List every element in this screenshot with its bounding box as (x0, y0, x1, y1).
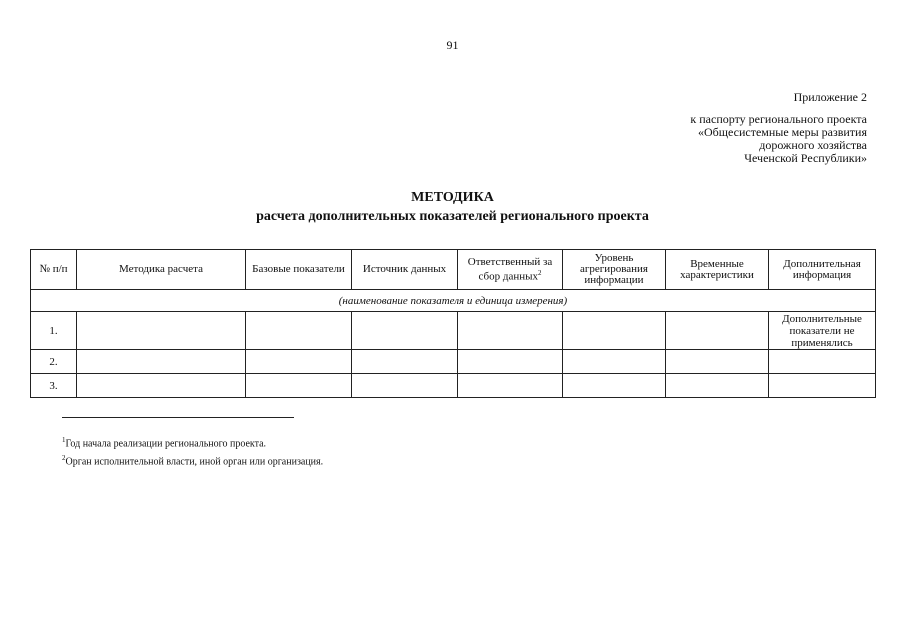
document-title: МЕТОДИКА (411, 190, 494, 205)
appendix-line: к паспорту регионального проекта (690, 112, 867, 126)
document-subtitle: расчета дополнительных показателей регионального проекта (256, 209, 649, 224)
footnote (62, 451, 323, 469)
footnotes (62, 433, 323, 470)
header-source: Источник данных (352, 250, 458, 290)
header-responsible (458, 250, 563, 290)
footnote-text: Орган исполнительной власти, иной орган или организация. (65, 456, 324, 468)
indicator-name-row (31, 290, 876, 312)
page-number: 91 (446, 38, 459, 52)
appendix-line: Чеченской Республики» (744, 151, 867, 165)
table-cell (77, 350, 246, 374)
table-cell (352, 374, 458, 398)
footnote-mark: 1 (62, 436, 66, 444)
indicator-name-cell: (наименование показателя и единица измерения) (31, 290, 876, 312)
table-cell (458, 350, 563, 374)
table-cell (246, 374, 352, 398)
header-number: № п/п (31, 250, 77, 290)
table-cell (563, 350, 666, 374)
extra-info-cell: Дополнительные показатели не применялись (769, 312, 876, 350)
table-row (31, 374, 876, 398)
table-cell (352, 312, 458, 350)
footnote-ref: 2 (538, 268, 542, 277)
footnote (62, 433, 323, 451)
appendix-line: «Общесистемные меры развития (697, 125, 867, 139)
table-cell (77, 312, 246, 350)
footnote-mark: 2 (62, 454, 66, 463)
table-cell (666, 374, 769, 398)
header-level: Уровень агрегирования информации (563, 250, 666, 290)
header-extra: Дополнительная информация (769, 250, 876, 290)
row-number: 1. (31, 312, 77, 350)
methodology-table (30, 249, 876, 398)
table-cell (666, 350, 769, 374)
table-row (31, 312, 876, 350)
row-number: 3. (31, 374, 77, 398)
footnote-separator (62, 417, 294, 418)
table-cell (666, 312, 769, 350)
appendix-title: Приложение 2 (793, 90, 867, 104)
table-cell (563, 374, 666, 398)
appendix-line: дорожного хозяйства (759, 138, 867, 152)
table-cell (246, 350, 352, 374)
header-method: Методика расчета (77, 250, 246, 290)
table-cell (458, 312, 563, 350)
header-responsible-label: Ответственный за сбор данных (467, 255, 553, 283)
table-row (31, 350, 876, 374)
appendix-block (690, 91, 867, 165)
header-base: Базовые показатели (246, 250, 352, 290)
table-cell (563, 312, 666, 350)
table-cell (246, 312, 352, 350)
header-time: Временные характеристики (666, 250, 769, 290)
extra-info-cell (769, 374, 876, 398)
row-number: 2. (31, 350, 77, 374)
table-cell (352, 350, 458, 374)
table-cell (77, 374, 246, 398)
document-heading (0, 188, 905, 226)
footnote-text: Год начала реализации регионального проекта. (65, 438, 267, 450)
table-cell (458, 374, 563, 398)
extra-info-cell (769, 350, 876, 374)
table-header-row (31, 250, 876, 290)
